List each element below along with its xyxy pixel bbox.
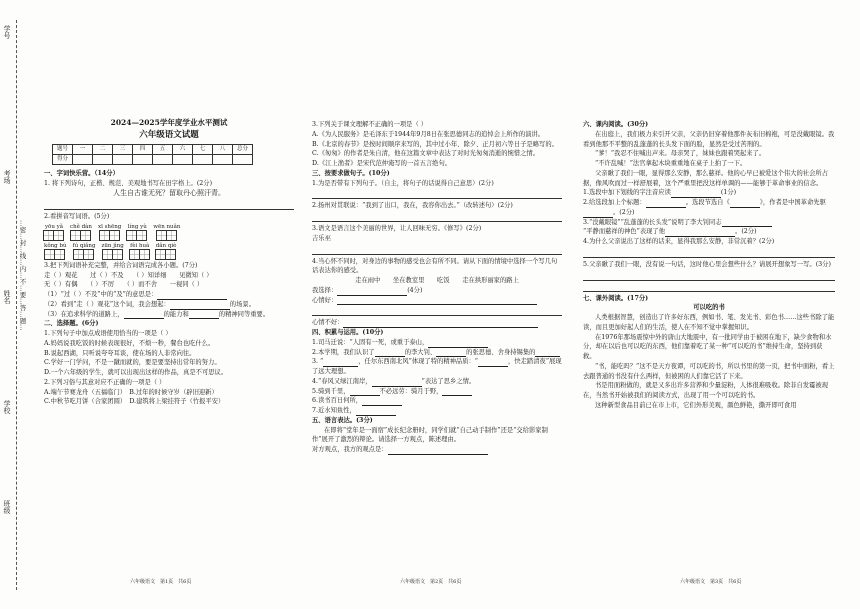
question-text: 吉乐巫 (312, 234, 331, 242)
page-footer: 六年级语文 第1页 共6页 (130, 579, 192, 585)
question: 3.“没戴眼镜”“乱蓬蓬的长头发”说明了李大钊同志 (583, 218, 722, 226)
score-header: 八 (213, 144, 233, 154)
answer-blank[interactable] (478, 359, 508, 367)
points: (4分) (407, 286, 423, 294)
answer-blank[interactable] (189, 311, 219, 319)
sub-question-tail: 的场景。 (229, 300, 255, 308)
option: B.《北京的春节》是按时间顺序来写的，其中过小年、除夕、正月初六等日子是略写的。 (312, 140, 558, 148)
pinyin-row (44, 242, 294, 260)
pinyin: fú qiǎng (72, 242, 96, 249)
pinyin: fèi huà (130, 242, 150, 249)
option: D.建筑将上梁挂符子（竹报平安） (129, 398, 225, 406)
choice-label: 我选择： (312, 286, 338, 294)
answer-blank[interactable] (323, 359, 358, 367)
pinyin: xī shēng (97, 223, 122, 230)
points: 。(2分) (735, 228, 757, 236)
reading-paragraph: “爹！”我忍不住喊出声来。母亲哭了，妹妹也跟着哭起来了。 (595, 150, 766, 158)
answer-blank[interactable] (343, 320, 538, 328)
score-header: 二 (93, 144, 113, 154)
passage-title: 可以吃的书 (693, 304, 725, 312)
fill-question: 3. “ (312, 358, 324, 366)
question: 2.给选段加上个标题： (583, 199, 646, 206)
option: A.端午节赛龙舟（五福临门） (44, 388, 123, 396)
question: 3.语文是语言这个美丽的世界，让人回味无穷。《修写》(2分) (312, 225, 482, 232)
exam-title: 2024—2025学年度学业水平测试 (110, 118, 228, 127)
option: A.妈妈说我吃饭的时候表现很好，不烦一秒，餐台也吃什么。 (44, 339, 215, 347)
score-cell[interactable] (153, 154, 173, 164)
column-2 (312, 120, 562, 455)
fill-question: 2.本学期，我们认识了 (312, 348, 375, 356)
tianzige-box[interactable] (112, 249, 123, 260)
tianzige-box[interactable] (166, 230, 177, 241)
section-heading: 四、积累与运用。(10分) (312, 329, 384, 336)
section-heading: 七、课外阅读。(17分) (583, 294, 649, 302)
section-heading: 六、课内阅读。(30分) (583, 121, 649, 128)
reading-paragraph: 书是用面粉做的，就是又多出许多营养和少量淀粉，人体很难吸收。除非自发霉被现在，当然书开始被我们的阅读方式，出现了用一个可以吃的书。 (583, 382, 828, 399)
reading-paragraph: 人类根据智慧，创造出了许多好东西，例如书、笔、发光书、彩色书……这些书除了能读，而且更加好起人们的生活，使人在不知不觉中掌握知识。 (583, 314, 835, 331)
sub-question: （3）在追求科学的道路上， (44, 310, 124, 318)
question: 3.下列关于课文理解不正确的一项是（ ） (312, 121, 428, 128)
question: “平静而慈祥的神色”表现了他 (583, 228, 666, 236)
question: 2.下列习俗与其意对应不正确的一项是（ ） (44, 378, 166, 386)
score-header: 一 (73, 144, 93, 154)
margin-label: 学号 (3, 25, 11, 39)
option: B.说起西湖，只听说夸夸耳谈，使在场的人非常向往。 (44, 349, 196, 357)
mood-label: 心情好： (312, 296, 338, 304)
option: C.学好一门学问，不是一蹴而就的，要是要坚持出常年的努力。 (44, 359, 221, 367)
fill-question: ”表达了思乡之情。 (421, 377, 476, 385)
answer-line[interactable] (583, 272, 835, 281)
score-cell[interactable] (213, 154, 233, 164)
idiom-line: 走（ ）观花 过（ ）不及 （ ）知详细 见微知（ ） (44, 271, 213, 279)
score-header: 三 (113, 144, 133, 154)
option: C.《匆匆》的作者是朱自清，他在这篇文章中表达了对时光匆匆消逝的惋惜之情。 (312, 150, 539, 158)
section-heading: 五、语言表达。(3分) (312, 416, 373, 424)
margin-label: 考场 (3, 170, 11, 184)
reading-paragraph: 父亲瞅了我们一眼，显得那么安静，那么慈祥。他的心早已被爱这个伟大的社会所占据，像风吹而过一样舒展着，这个严重里把没这样单调的——能够于革命事业的信念。 (583, 169, 828, 187)
answer-blank[interactable] (671, 190, 721, 198)
score-cell[interactable] (113, 154, 133, 164)
question: 4.为什么父亲说出了这样的话来，显得我那么安静，非常沉着？(2分) (583, 238, 775, 245)
fold-warning: …密…封…线…内…不…要…答…题… (18, 220, 27, 331)
question: 4.当心怀不同时，对身边的事物的感受也会有所不同。请从下面的情境中选择一个写几句话表达你的感受。 (312, 257, 558, 275)
answer-line[interactable] (312, 246, 562, 255)
score-cell[interactable] (233, 154, 253, 164)
answer-blank[interactable] (646, 200, 686, 208)
answer-blank[interactable] (665, 229, 735, 237)
pinyin: kǒng bù (44, 242, 67, 249)
fill-question: 的张思德、舍身持锡集的 (466, 348, 536, 356)
section-heading: 二、选择题。(6分) (44, 320, 99, 328)
pinyin: zūn jìng (101, 242, 124, 249)
answer-blank[interactable] (535, 349, 560, 357)
page-footer: 六年级语文 第2页 共6页 (400, 579, 462, 585)
mood-label: 心情不好： (312, 319, 344, 327)
sub-question: （1）“过（ ）不及”中的“及”的意思是： (44, 291, 158, 299)
scenario-options: 走在雨中 坐在教室里 吃饭 走在拱形丽家的路上 (355, 277, 519, 284)
reading-paragraph: 在出庭上，我们极力来引开父亲，父亲仍旧穿着他那件灰布旧棉袍，可是没戴眼镜。我看到他那不平整的乱蓬蓬的长头发下面的脸，显然是受过苦刑的。 (583, 130, 835, 148)
option: A.《为人民服务》是毛泽东于1944年9月8日在张思德同志的追悼会上所作的演讲。 (312, 130, 545, 138)
viewpoint-label: 对方观点，我方的观点是： (312, 446, 388, 453)
score-header: 四 (133, 144, 153, 154)
column-3 (583, 120, 835, 411)
exam-subtitle: 六年级语文试题 (139, 129, 199, 140)
score-header: 六 (173, 144, 193, 154)
pinyin: líng yù (127, 223, 147, 230)
tianzige-box[interactable] (109, 230, 120, 241)
answer-line[interactable] (312, 190, 562, 199)
answer-blank[interactable] (170, 302, 230, 310)
fill-question: 的李大钊、 (404, 348, 437, 356)
fill-question: 4.“春风又绿江南岸， (312, 377, 372, 385)
answer-blank[interactable] (436, 349, 466, 357)
score-cell[interactable] (73, 154, 93, 164)
tianzige-box[interactable] (54, 249, 65, 260)
column-1 (44, 117, 294, 407)
answer-blank[interactable] (350, 388, 380, 396)
fill-question: ，任尔东西南北风”体现了特的精神品质：“ (358, 358, 479, 366)
answer-blank[interactable] (124, 311, 164, 319)
margin-label: 姓名 (3, 290, 11, 304)
option: B.过年的时候守岁（辟旧迎新） (129, 388, 218, 396)
option: D.《江上渔者》是宋代范仲淹写的一首五言绝句。 (312, 160, 452, 167)
question: 1.下列句子中加点成语使用恰当的一项是（ ） (44, 330, 172, 338)
page-footer: 六年级语文 第3页 共6页 (680, 579, 742, 585)
answer-blank[interactable] (730, 200, 760, 208)
answer-blank[interactable] (356, 408, 396, 416)
margin-label: 学校 (3, 400, 11, 414)
binding-margin (0, 0, 34, 609)
question: 》，作者是中国革命先驱 (759, 199, 826, 206)
question: 3.把下列词语补充完整，并给合词语完成各小题。(7分) (44, 261, 198, 269)
answer-blank[interactable] (388, 447, 488, 455)
fill-question: 5.骑到千里， (312, 387, 350, 395)
answer-line[interactable] (312, 213, 562, 222)
score-header: 总分 (233, 144, 253, 154)
score-header: 题号 (53, 144, 73, 154)
answer-blank[interactable] (157, 292, 227, 300)
section-heading: 一、字词快乐营。（14分） (44, 169, 119, 177)
question: 2.扬州对贯联说：“我到了出口，我在，我容你出去。”（改转述句）(2分) (312, 202, 513, 210)
fold-line (16, 20, 17, 590)
question: 。选段节选自《 (685, 199, 730, 206)
option: D.一个六年级的学生，就可以出现出这样的作品，真是不可思议。 (44, 369, 228, 377)
reading-paragraph: “书，能吃吗？”这不是天方夜谭，可以吃的书，所以书里的第一页，把书中面粉，看上去跟普通的书没有什么两样，但被困的人们靠它活了下来。 (583, 362, 835, 380)
score-header: 七 (193, 144, 213, 154)
answer-blank[interactable] (583, 210, 613, 218)
answer-blank[interactable] (722, 219, 772, 227)
section-heading: 三、按要求做句子。(10分) (312, 169, 390, 177)
sub-question: （2）看到“走（ ）观花”这个词，我会想起： (44, 300, 170, 308)
fill-question: 1.司马迁说：“人固有一死，或重于泰山， (312, 338, 429, 346)
question: 1. 将下列诗句，正楷、规范、美观地书写在田字格上。(2分) (44, 179, 213, 187)
reading-paragraph: “不许乱喊！”法官拿起木块重重地在桌子上拍了一下。 (595, 160, 747, 167)
pinyin-row (44, 223, 294, 241)
score-label: 得分 (53, 154, 73, 164)
score-cell[interactable] (193, 154, 213, 164)
points: 。(2分) (613, 208, 635, 216)
answer-line[interactable] (312, 307, 562, 316)
idiom-line: 无（ ）有偶 （ ）不厉 （ ）而不舍 一视同（ ） (44, 281, 204, 289)
answer-blank[interactable] (375, 349, 405, 357)
score-table (52, 144, 253, 165)
margin-label: 班级 (3, 500, 11, 514)
fill-question: ，快走踏清夜”展现了远大理想。 (312, 358, 562, 375)
score-cell[interactable] (93, 154, 113, 164)
pinyin: dǎn qiè (155, 242, 177, 249)
tianzige-box[interactable] (83, 249, 94, 260)
pinyin: wēn nuǎn (153, 223, 181, 230)
fill-question: 6.读书百日何所， (312, 397, 363, 405)
question: 5.父亲瞅了我们一眼，没有说一句话，这时他心里会想些什么？请展开想象写一写。(3分) (583, 260, 831, 268)
answer-blank[interactable] (337, 288, 407, 296)
tianzige-box[interactable] (165, 249, 176, 260)
calligraphy-text: 人生自古谁无死？留取丹心照汗青。 (113, 189, 225, 198)
sub-question-tail: 的精神同等重要。 (218, 310, 270, 318)
score-cell[interactable] (173, 154, 193, 164)
sub-question-mid: 的能力和 (163, 310, 189, 318)
writing-line[interactable] (44, 201, 294, 210)
question: 2.看拼音写词语。(5分) (44, 213, 110, 221)
answer-blank[interactable] (362, 398, 402, 406)
tianzige-box[interactable] (80, 230, 91, 241)
answer-blank[interactable] (337, 297, 537, 305)
answer-blank[interactable] (442, 388, 472, 396)
reading-paragraph: 这种新型食品目前已在市上市，它们外形美观，颜色鲜艳，撕开即可食用 (595, 401, 797, 409)
tianzige-box[interactable] (139, 249, 150, 260)
question: 1.选段中加下划线的字注音应读 (583, 189, 671, 197)
tianzige-box[interactable] (53, 230, 64, 241)
points: (1分) (720, 189, 737, 197)
reading-paragraph: 在1976年那场震惊中外的唐山大地震中，有一批同学由于被困在地下，缺少食物和水分，却在以后也可以吃的东西，他们靠着吃了某一种“可以吃的书”维持生命，坚持到获救。 (583, 333, 832, 360)
tianzige-box[interactable] (136, 230, 147, 241)
answer-blank[interactable] (372, 379, 422, 387)
pinyin: yōu yǎ (44, 223, 64, 230)
question: 在即将“堂年是一面宿”成长纪念册时，同学们就“自己动手制作”还是“交给影家制作”展开了激烈的辩论。请选择一方观点，陈述理由。 (312, 426, 548, 444)
fill-question: 不必远劳：骑月于野， (379, 387, 443, 395)
score-header: 五 (153, 144, 173, 154)
answer-line[interactable] (583, 249, 835, 258)
pinyin: chě dàn (70, 223, 92, 230)
answer-blank[interactable] (428, 340, 488, 348)
question: 1.为是否带有下列句子。（自主，将句子的话说得自己意思）(2分) (312, 179, 494, 187)
option: C.中秋节吃月饼（合家团圆） (44, 398, 124, 406)
answer-line[interactable] (583, 283, 835, 292)
fill-question: 7.近水知鱼性， (312, 407, 356, 414)
score-cell[interactable] (133, 154, 153, 164)
